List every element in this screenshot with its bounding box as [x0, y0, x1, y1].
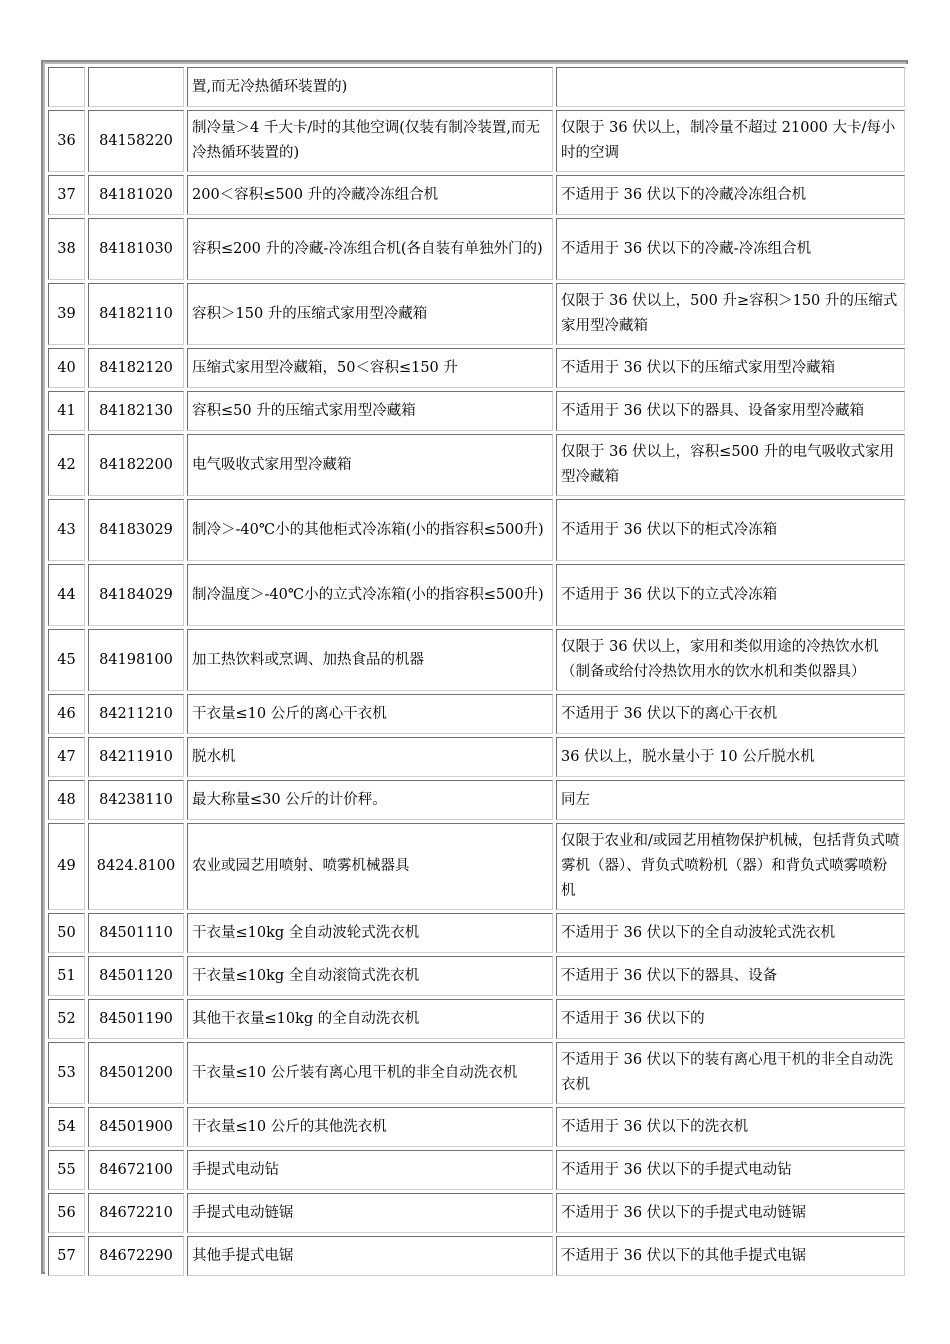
table-row [48, 956, 905, 996]
table-row [48, 780, 905, 820]
row-number-cell: 57 [48, 1236, 85, 1276]
product-description-cell: 农业或园艺用喷射、喷雾机械器具 [187, 823, 553, 910]
scope-note-cell: 不适用于 36 伏以下的 [556, 999, 905, 1039]
row-number-cell: 41 [48, 391, 85, 431]
hs-code-cell: 84501120 [88, 956, 184, 996]
table-row [48, 999, 905, 1039]
hs-code-cell: 84198100 [88, 629, 184, 691]
product-description-cell: 置,而无冷热循环装置的) [187, 67, 553, 107]
scope-note-cell: 不适用于 36 伏以下的手提式电动链锯 [556, 1193, 905, 1233]
table-row [48, 67, 905, 107]
row-number-cell: 47 [48, 737, 85, 777]
hs-code-cell [88, 67, 184, 107]
row-number-cell: 55 [48, 1150, 85, 1190]
product-catalogue-table [45, 64, 908, 1279]
scope-note-cell [556, 67, 905, 107]
hs-code-cell: 84181020 [88, 175, 184, 215]
hs-code-cell: 84183029 [88, 499, 184, 561]
product-description-cell: 手提式电动链锯 [187, 1193, 553, 1233]
scope-note-cell: 不适用于 36 伏以下的器具、设备 [556, 956, 905, 996]
product-description-cell: 最大称量≤30 公斤的计价秤。 [187, 780, 553, 820]
row-number-cell: 52 [48, 999, 85, 1039]
row-number-cell [48, 67, 85, 107]
table-row [48, 1150, 905, 1190]
scope-note-cell: 仅限于 36 伏以上，制冷量不超过 21000 大卡/每小时的空调 [556, 110, 905, 172]
scope-note-cell: 不适用于 36 伏以下的冷藏-冷冻组合机 [556, 218, 905, 280]
product-description-cell: 压缩式家用型冷藏箱，50＜容积≤150 升 [187, 348, 553, 388]
scope-note-cell: 仅限于 36 伏以上，容积≤500 升的电气吸收式家用型冷藏箱 [556, 434, 905, 496]
row-number-cell: 45 [48, 629, 85, 691]
row-number-cell: 54 [48, 1107, 85, 1147]
table-row [48, 218, 905, 280]
product-description-cell: 手提式电动钻 [187, 1150, 553, 1190]
product-description-cell: 制冷＞-40℃小的其他柜式冷冻箱(小的指容积≤500升) [187, 499, 553, 561]
hs-code-cell: 84158220 [88, 110, 184, 172]
hs-code-cell: 84238110 [88, 780, 184, 820]
hs-code-cell: 84211210 [88, 694, 184, 734]
hs-code-cell: 84501190 [88, 999, 184, 1039]
product-description-cell: 干衣量≤10 公斤的离心干衣机 [187, 694, 553, 734]
table-row [48, 737, 905, 777]
table-row [48, 434, 905, 496]
scope-note-cell: 仅限于农业和/或园艺用植物保护机械，包括背负式喷雾机（器）、背负式喷粉机（器）和背负式喷雾喷粉机 [556, 823, 905, 910]
hs-code-cell: 8424.8100 [88, 823, 184, 910]
scope-note-cell: 不适用于 36 伏以下的压缩式家用型冷藏箱 [556, 348, 905, 388]
table-row [48, 391, 905, 431]
row-number-cell: 38 [48, 218, 85, 280]
row-number-cell: 44 [48, 564, 85, 626]
row-number-cell: 51 [48, 956, 85, 996]
scope-note-cell: 36 伏以上，脱水量小于 10 公斤脱水机 [556, 737, 905, 777]
product-description-cell: 加工热饮料或烹调、加热食品的机器 [187, 629, 553, 691]
scope-note-cell: 不适用于 36 伏以下的柜式冷冻箱 [556, 499, 905, 561]
table-row [48, 110, 905, 172]
product-description-cell: 容积＞150 升的压缩式家用型冷藏箱 [187, 283, 553, 345]
table-row [48, 283, 905, 345]
scope-note-cell: 仅限于 36 伏以上，500 升≥容积＞150 升的压缩式家用型冷藏箱 [556, 283, 905, 345]
scope-note-cell: 不适用于 36 伏以下的其他手提式电锯 [556, 1236, 905, 1276]
hs-code-cell: 84182120 [88, 348, 184, 388]
scope-note-cell: 同左 [556, 780, 905, 820]
product-description-cell: 干衣量≤10 公斤的其他洗衣机 [187, 1107, 553, 1147]
product-description-cell: 其他干衣量≤10kg 的全自动洗衣机 [187, 999, 553, 1039]
product-description-cell: 其他手提式电锯 [187, 1236, 553, 1276]
scope-note-cell: 不适用于 36 伏以下的器具、设备家用型冷藏箱 [556, 391, 905, 431]
scope-note-cell: 不适用于 36 伏以下的全自动波轮式洗衣机 [556, 913, 905, 953]
product-description-cell: 制冷量＞4 千大卡/时的其他空调(仅装有制冷装置,而无冷热循环装置的) [187, 110, 553, 172]
hs-code-cell: 84501900 [88, 1107, 184, 1147]
scope-note-cell: 不适用于 36 伏以下的手提式电动钻 [556, 1150, 905, 1190]
hs-code-cell: 84672210 [88, 1193, 184, 1233]
scope-note-cell: 不适用于 36 伏以下的冷藏冷冻组合机 [556, 175, 905, 215]
row-number-cell: 42 [48, 434, 85, 496]
product-description-cell: 容积≤200 升的冷藏-冷冻组合机(各自装有单独外门的) [187, 218, 553, 280]
product-description-cell: 容积≤50 升的压缩式家用型冷藏箱 [187, 391, 553, 431]
table-row [48, 1193, 905, 1233]
hs-code-cell: 84501200 [88, 1042, 184, 1104]
table-row [48, 1107, 905, 1147]
table-row [48, 823, 905, 910]
scope-note-cell: 不适用于 36 伏以下的装有离心甩干机的非全自动洗衣机 [556, 1042, 905, 1104]
hs-code-cell: 84672290 [88, 1236, 184, 1276]
row-number-cell: 39 [48, 283, 85, 345]
table-row [48, 1042, 905, 1104]
scope-note-cell: 不适用于 36 伏以下的立式冷冻箱 [556, 564, 905, 626]
row-number-cell: 36 [48, 110, 85, 172]
row-number-cell: 56 [48, 1193, 85, 1233]
table-row [48, 694, 905, 734]
hs-code-cell: 84184029 [88, 564, 184, 626]
table-row [48, 499, 905, 561]
table-row [48, 1236, 905, 1276]
product-catalogue-table-frame [41, 60, 908, 1274]
product-description-cell: 干衣量≤10kg 全自动滚筒式洗衣机 [187, 956, 553, 996]
hs-code-cell: 84211910 [88, 737, 184, 777]
product-description-cell: 干衣量≤10 公斤装有离心甩干机的非全自动洗衣机 [187, 1042, 553, 1104]
hs-code-cell: 84181030 [88, 218, 184, 280]
hs-code-cell: 84182110 [88, 283, 184, 345]
hs-code-cell: 84182200 [88, 434, 184, 496]
product-description-cell: 干衣量≤10kg 全自动波轮式洗衣机 [187, 913, 553, 953]
row-number-cell: 40 [48, 348, 85, 388]
table-row [48, 913, 905, 953]
product-description-cell: 制冷温度＞-40℃小的立式冷冻箱(小的指容积≤500升) [187, 564, 553, 626]
table-row [48, 564, 905, 626]
scope-note-cell: 不适用于 36 伏以下的离心干衣机 [556, 694, 905, 734]
row-number-cell: 43 [48, 499, 85, 561]
hs-code-cell: 84672100 [88, 1150, 184, 1190]
product-description-cell: 脱水机 [187, 737, 553, 777]
row-number-cell: 48 [48, 780, 85, 820]
table-row [48, 175, 905, 215]
row-number-cell: 49 [48, 823, 85, 910]
row-number-cell: 50 [48, 913, 85, 953]
table-row [48, 348, 905, 388]
scope-note-cell: 仅限于 36 伏以上，家用和类似用途的冷热饮水机（制备或给付冷热饮用水的饮水机和类似器具） [556, 629, 905, 691]
hs-code-cell: 84182130 [88, 391, 184, 431]
table-body [48, 67, 905, 1276]
product-description-cell: 200＜容积≤500 升的冷藏冷冻组合机 [187, 175, 553, 215]
row-number-cell: 37 [48, 175, 85, 215]
row-number-cell: 46 [48, 694, 85, 734]
scope-note-cell: 不适用于 36 伏以下的洗衣机 [556, 1107, 905, 1147]
table-row [48, 629, 905, 691]
row-number-cell: 53 [48, 1042, 85, 1104]
hs-code-cell: 84501110 [88, 913, 184, 953]
product-description-cell: 电气吸收式家用型冷藏箱 [187, 434, 553, 496]
